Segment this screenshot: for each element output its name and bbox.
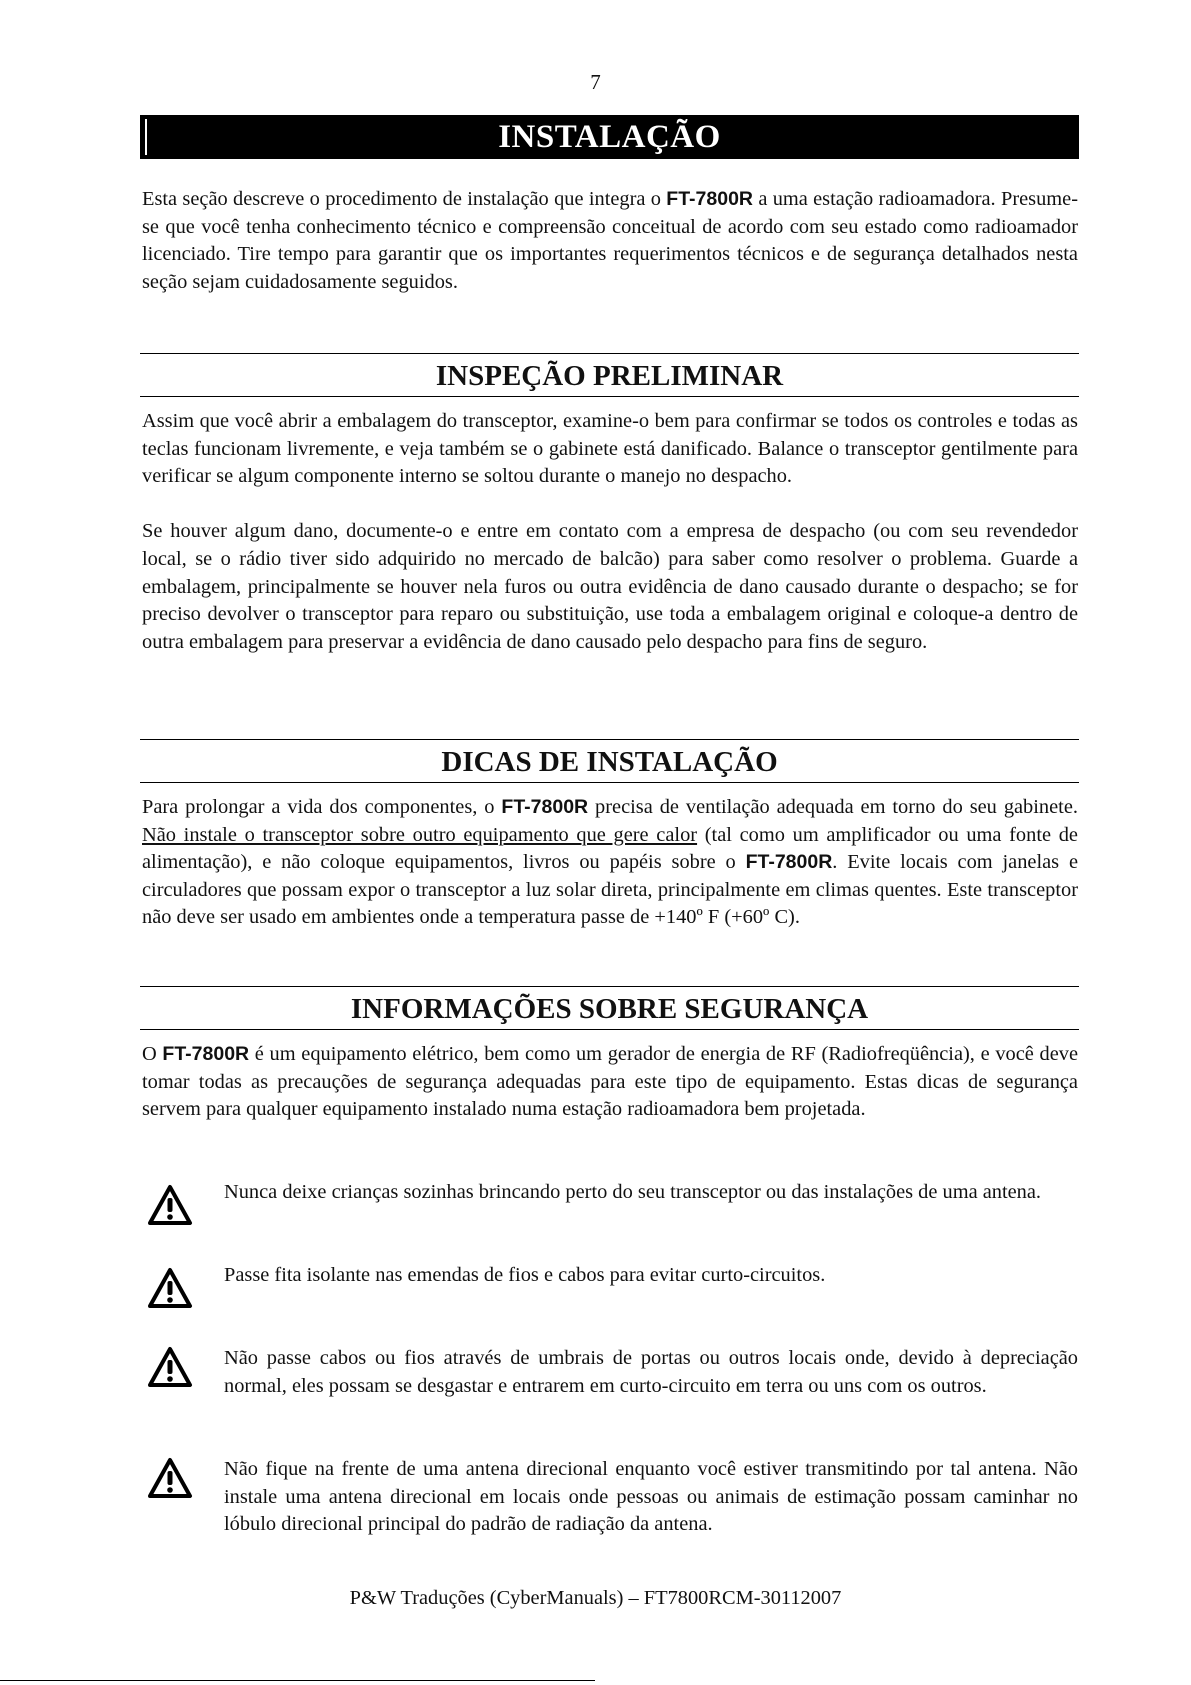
section-heading-inspecao: INSPEÇÃO PRELIMINAR xyxy=(140,353,1079,397)
body-text-run: . Evite locais com janelas e circuladores que possam expor o transceptor a luz solar direta, principalmente em climas quentes. Este transceptor não deve ser usado em ambientes onde a temperatura passe de +140º F (+60º C). xyxy=(142,851,1078,929)
page-footer: P&W Traduções (CyberManuals) – FT7800RCM-30112007 xyxy=(349,1587,842,1609)
underlined-warning-text: Não instale o transceptor sobre outro equipamento que gere calor xyxy=(142,823,698,846)
body-text-run: Assim que você abrir a embalagem do transceptor, examine-o bem para confirmar se todos os controles e todas as teclas funcionam livremente, e veja também se o gabinete está danificado. Balance o transceptor gentilmente para verificar se algum componente interno se soltou durante o manejo no despacho. xyxy=(142,410,1078,488)
intro-text xyxy=(142,186,1078,296)
warning-text: Não passe cabos ou fios através de umbrais de portas ou outros locais onde, devido à depreciação normal, eles possam se desgastar e entrarem em curto-circuito em terra ou uns com os outros. xyxy=(224,1347,1078,1397)
warning-triangle-icon xyxy=(146,1183,194,1227)
warning-item xyxy=(142,1262,1078,1290)
warning-triangle-icon xyxy=(146,1456,194,1500)
section-heading-dicas: DICAS DE INSTALAÇÃO xyxy=(140,739,1079,783)
model-name: FT-7800R xyxy=(501,796,589,818)
inspecao-paragraph-2 xyxy=(142,518,1078,656)
seguranca-body xyxy=(142,1041,1078,1124)
model-name: FT-7800R xyxy=(666,188,753,210)
body-text-run: é um equipamento elétrico, bem como um gerador de energia de RF (Radiofreqüência), e você deve tomar todas as precauções de segurança adequadas para este tipo de equipamento. Estas dicas de segurança servem para qualquer equipamento instalado numa estação radioamadora bem projetada. xyxy=(142,1043,1078,1121)
seguranca-paragraph-1 xyxy=(142,1041,1078,1124)
model-name: FT-7800R xyxy=(162,1043,250,1065)
warning-text: Passe fita isolante nas emendas de fios e cabos para evitar curto-circuitos. xyxy=(224,1264,826,1286)
warning-triangle-icon xyxy=(146,1345,194,1389)
dicas-body xyxy=(142,794,1078,932)
body-text-run: precisa de ventilação adequada em torno do seu gabinete. xyxy=(588,796,1078,818)
inspecao-paragraph-1 xyxy=(142,408,1078,491)
body-text-run: O xyxy=(142,1043,163,1065)
warning-item xyxy=(142,1179,1078,1207)
warning-item xyxy=(142,1345,1078,1400)
inspecao-body xyxy=(142,408,1078,656)
warning-text: Nunca deixe crianças sozinhas brincando perto do seu transceptor ou das instalações de uma antena. xyxy=(224,1181,1042,1203)
section-heading-seguranca: INFORMAÇÕES SOBRE SEGURANÇA xyxy=(140,986,1079,1030)
page-number: 7 xyxy=(590,70,601,94)
dicas-paragraph-1 xyxy=(142,794,1078,932)
page-title: INSTALAÇÃO xyxy=(140,115,1079,159)
model-name: FT-7800R xyxy=(745,851,833,874)
body-text-run: Se houver algum dano, documente-o e entre em contato com a empresa de despacho (ou com seu revendedor local, se o rádio tiver sido adquirido no mercado de balcão) para saber como resolver o problema. Guarde a embalagem, principalmente se houver nela furos ou outra evidência de dano causado durante o despacho; se for preciso devolver o transceptor para reparo ou substituição, use toda a embalagem original e coloque-a dentro de outra embalagem para preservar a evidência de dano causado pelo despacho para fins de seguro. xyxy=(142,520,1078,653)
bottom-divider xyxy=(0,1680,595,1681)
body-text-run: a uma estação radioamadora. Presume-se que você tenha conhecimento técnico e compreensão conceitual de acordo com seu estado como radioamador licenciado. Tire tempo para garantir que os importantes requerimentos técnicos e de segurança detalhados nesta seção sejam cuidadosamente seguidos. xyxy=(142,188,1078,293)
intro-paragraph xyxy=(142,186,1078,296)
body-text-run: Esta seção descreve o procedimento de instalação que integra o xyxy=(142,188,667,210)
warning-item xyxy=(142,1456,1078,1539)
warning-text: Não fique na frente de uma antena direcional enquanto você estiver transmitindo por tal antena. Não instale uma antena direcional em locais onde pessoas ou animais de estimação possam caminhar no lóbulo direcional principal do padrão de radiação da antena. xyxy=(224,1458,1078,1536)
body-text-run: (tal como um amplificador ou uma fonte de alimentação), e não coloque equipamentos, livros ou papéis sobre o xyxy=(142,823,1078,874)
body-text-run: Para prolongar a vida dos componentes, o xyxy=(142,796,502,818)
warning-triangle-icon xyxy=(146,1266,194,1310)
